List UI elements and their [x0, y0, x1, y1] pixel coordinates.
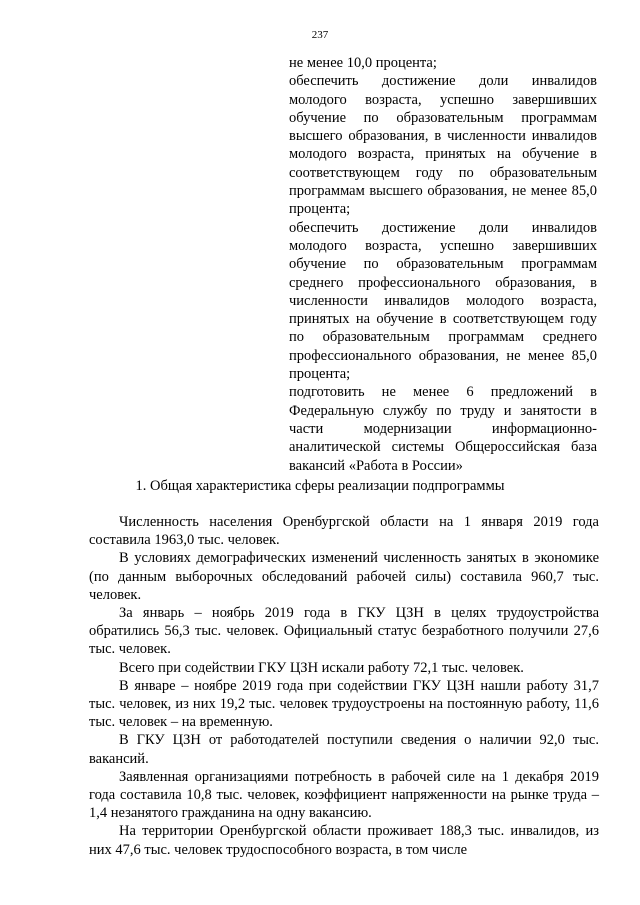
page-number: 237: [311, 29, 329, 41]
body-paragraph: В ГКУ ЦЗН от работодателей поступили сведения о наличии 92,0 тыс. вакансий.: [89, 732, 599, 767]
body-paragraph: В условиях демографических изменений численность занятых в экономике (по данным выборочных обследований рабочей силы) составила 960,7 тыс. человек.: [89, 550, 599, 603]
body-paragraph: Заявленная организациями потребность в рабочей силе на 1 декабря 2019 года составила 10,8 тыс. человек, коэффициент напряженности на рынке труда – 1,4 незанятого гражданина на одну вакансию.: [89, 768, 599, 822]
body-paragraph: Численность населения Оренбургской области на 1 января 2019 года составила 1963,0 тыс. человек.: [89, 514, 599, 549]
body-paragraph: За январь – ноябрь 2019 года в ГКУ ЦЗН в целях трудоустройства обратились 56,3 тыс. человек. Официальный статус безработного получили 27,6 тыс. человек.: [89, 605, 599, 658]
body-paragraph: Всего при содействии ГКУ ЦЗН искали работу 72,1 тыс. человек.: [119, 659, 524, 676]
goal-item: обеспечить достижение доли инвалидов молодого возраста, успешно завершивших обучение по образовательным программам среднего профессионального образования, в численности инвалидов молодого возраста, принятых на обучение в соответствующем году по образовательным программам среднего профессионального образования, не менее 85,0 процента;: [289, 219, 597, 383]
section-heading: 1. Общая характеристика сферы реализации подпрограммы: [135, 478, 505, 494]
goal-item: подготовить не менее 6 предложений в Федеральную службу по труду и занятости в части модернизации информационно-аналитической системы Общероссийская база вакансий «Работа в России»: [289, 384, 597, 474]
goals-list: [289, 54, 597, 475]
body-paragraph: В январе – ноябре 2019 года при содействии ГКУ ЦЗН нашли работу 31,7 тыс. человек, из них 19,2 тыс. человек трудоустроены на постоянную работу, 11,6 тыс. человек – на временную.: [89, 677, 599, 731]
goal-item: не менее 10,0 процента;: [289, 55, 437, 71]
body-paragraph: На территории Оренбургской области проживает 188,3 тыс. инвалидов, из них 47,6 тыс. человек трудоспособного возраста, в том числе: [89, 823, 599, 858]
goal-item: обеспечить достижение доли инвалидов молодого возраста, успешно завершивших обучение по образовательным программам высшего образования, в численности инвалидов молодого возраста, принятых на обучение в соответствующем году по образовательным программам высшего образования, не менее 85,0 процента;: [289, 73, 597, 218]
section-body: [89, 513, 599, 859]
